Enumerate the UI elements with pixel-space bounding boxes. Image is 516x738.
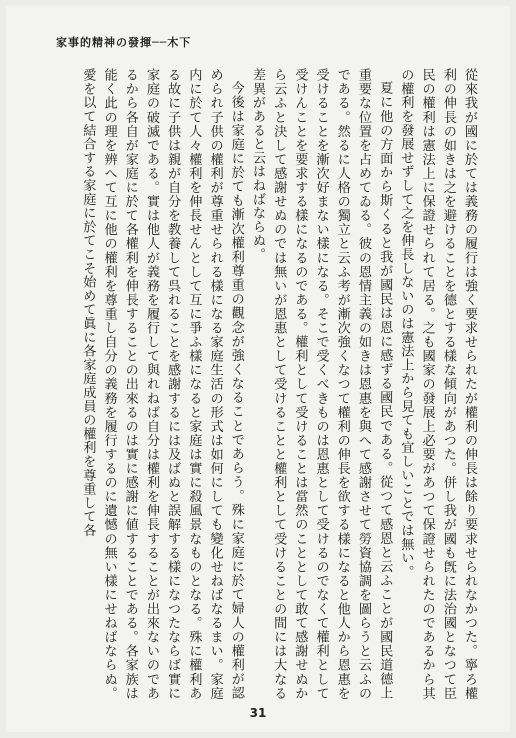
body-text [36,68,480,700]
paragraph: 今後は家庭に於ても漸次權利尊重の觀念が強くなることであらう。殊に家庭に於て婦人の權利が認められ子供の權利が尊重せられる樣になる家庭生活の形式は如何にしても變化せねばなるまい。家庭内に於て人々權利を伸長せんとして互に爭ふ樣になると家庭は實に殺風景なものとなる。殊に權利ある故に子供は親が自分を教養して呉れることを感謝するには及ばぬと誤解する樣になつたならば實に家庭の破滅である。實は他人が義務を履行して與れねば自分は權利を伸長することが出來ないのであるから各自が家庭に於て各權利を伸長することの出來るのは實に感謝に値することである。各家族は能く此の理を辨へて互に他の權利を尊重し自分の義務を履行するのに遺憾の無い樣にせねばならぬ。愛を以て結合する家庭に於てこそ始めて眞に各家庭成員の權利を尊重して各 [80,68,244,700]
paragraph: 從來我が國に於ては義務の履行は強く要求せられたが權利の伸長は餘り要求せられなかつた。寧ろ權利の伸長の如きは之を避けることを德とする樣な傾向があつた。併し我が國も旣に法治國となつて臣民の權利は憲法上に保證せられて居る。之も國家の發展上必要があつて保證せられたのであるから其の權利を發展せずして之を伸長しないのは憲法上から見ても宜しいことでは無い。 [398,68,477,700]
paragraph: 夏に他の方面から斯くると我が國民は恩に感ずる國民である。從つて感恩と云ふことが國民道德上重要な位置を占めてゐる。彼の恩情主義の如きは恩惠を與へて感謝させて勞資協調を圖らうと云ふのである。然るに人格の獨立と云ふ考が漸次強くなつて權利の伸長を欲する樣になると他人から恩惠を受けることを漸次好まない樣になる。そこで受くべきものは恩惠として受けるのでなくて權利として受けんことを要求する樣になるのである。權利として受けることは當然のこととして敢て感謝せぬから云ふと決して感謝せぬのでは無いが恩惠として受けることと權利として受けることの間には大なる差異があると云はねばならぬ。 [249,68,393,700]
running-head: 家事的精神の發揮──木下 [56,36,192,49]
page-number: 31 [249,706,267,720]
book-page [6,6,510,732]
